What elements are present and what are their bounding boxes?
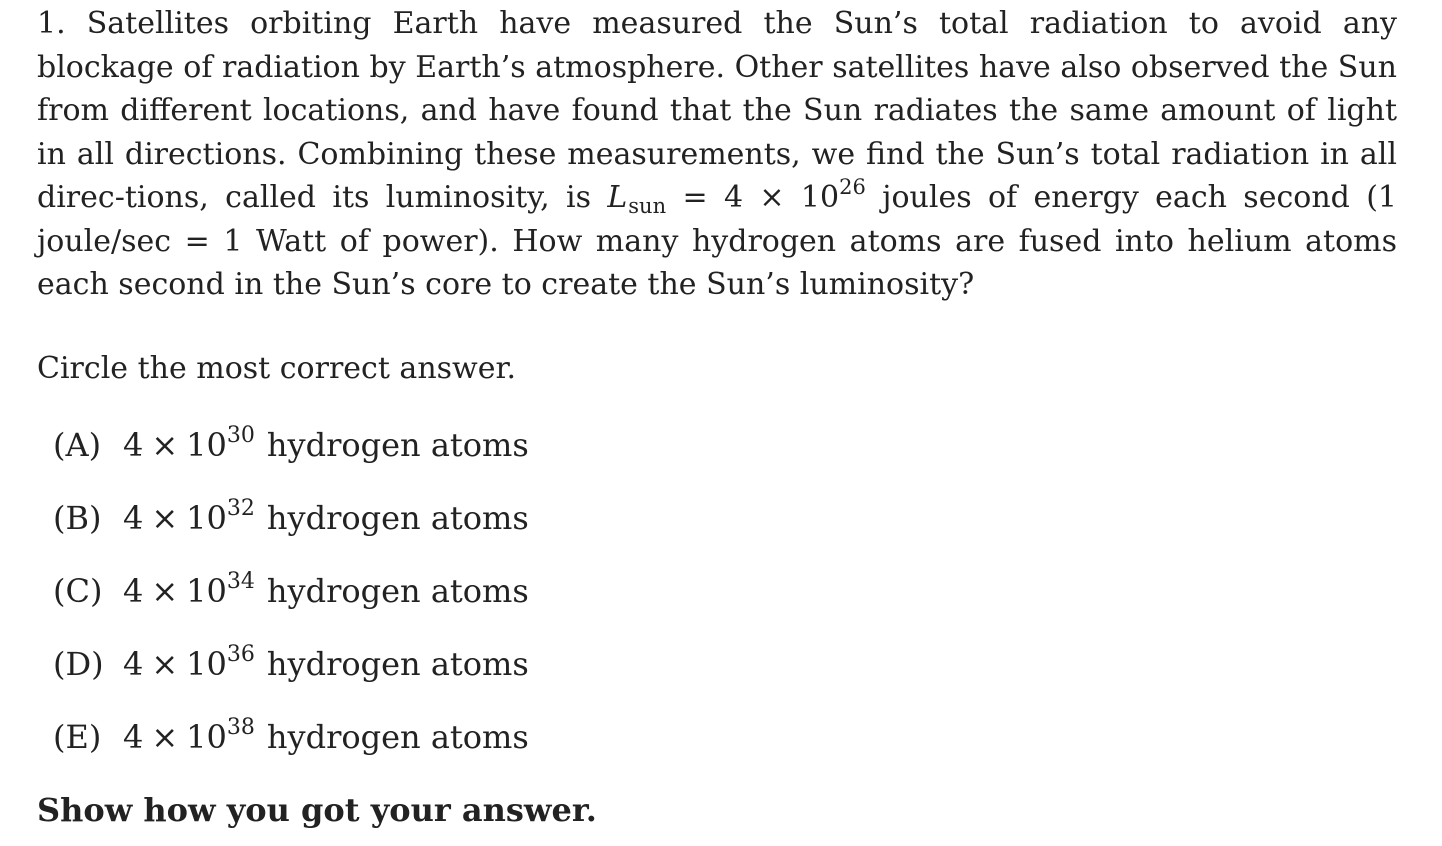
choice-exponent: 36 <box>226 642 255 667</box>
choice-coefficient: 4 <box>123 718 144 756</box>
choice-times-sign: × <box>151 718 179 756</box>
choice-letter: (E) <box>53 718 102 756</box>
choice-times-sign: × <box>151 426 179 464</box>
choice-exponent: 34 <box>226 569 255 594</box>
answer-choice-e[interactable] <box>53 712 529 785</box>
choice-exponent: 30 <box>226 423 255 448</box>
answer-choice-a[interactable] <box>53 420 529 493</box>
choice-base: 10 <box>186 499 227 537</box>
choice-letter: (A) <box>53 426 102 464</box>
choice-letter: (D) <box>53 645 104 683</box>
answer-choice-c[interactable] <box>53 566 529 639</box>
answer-choice-d[interactable] <box>53 639 529 712</box>
luminosity-exponent: 26 <box>839 175 866 199</box>
choice-coefficient: 4 <box>123 645 144 683</box>
choice-unit: hydrogen atoms <box>266 572 529 610</box>
answer-instruction: Circle the most correct answer. <box>37 351 517 386</box>
luminosity-symbol: L <box>607 180 628 215</box>
choice-times-sign: × <box>151 645 179 683</box>
choice-unit: hydrogen atoms <box>266 718 529 756</box>
choice-letter: (C) <box>53 572 103 610</box>
choice-times-sign: × <box>151 572 179 610</box>
choice-base: 10 <box>186 645 227 683</box>
choice-unit: hydrogen atoms <box>266 426 529 464</box>
question-tail: joules of energy each second (1 joule/sec = 1 Watt of power). How many hydrogen atoms are fused into helium atoms each second in the Sun’s core to create the Sun’s luminosity? <box>37 180 1397 302</box>
choice-exponent: 38 <box>226 715 255 740</box>
question-intro: 1. Satellites orbiting Earth have measured the Sun’s total radiation to avoid any blockage of radiation by Earth’s atmosphere. Other satellites have also observed the Sun from different locations, and have found that the Sun radiates the same amount of light in all directions. Combining these measurements, we find the Sun’s total radiation in all direc-tions, called its luminosity, is <box>37 6 1397 215</box>
choice-coefficient: 4 <box>123 499 144 537</box>
choice-base: 10 <box>186 718 227 756</box>
question-text <box>37 2 1397 307</box>
choice-base: 10 <box>186 426 227 464</box>
answer-choices <box>53 420 529 785</box>
show-work-prompt: Show how you got your answer. <box>37 791 597 829</box>
choice-coefficient: 4 <box>123 426 144 464</box>
choice-coefficient: 4 <box>123 572 144 610</box>
choice-base: 10 <box>186 572 227 610</box>
choice-unit: hydrogen atoms <box>266 645 529 683</box>
luminosity-subscript: sun <box>628 194 667 218</box>
choice-unit: hydrogen atoms <box>266 499 529 537</box>
luminosity-equation: = 4 × 10 <box>666 180 840 215</box>
choice-times-sign: × <box>151 499 179 537</box>
choice-exponent: 32 <box>226 496 255 521</box>
choice-letter: (B) <box>53 499 102 537</box>
answer-choice-b[interactable] <box>53 493 529 566</box>
